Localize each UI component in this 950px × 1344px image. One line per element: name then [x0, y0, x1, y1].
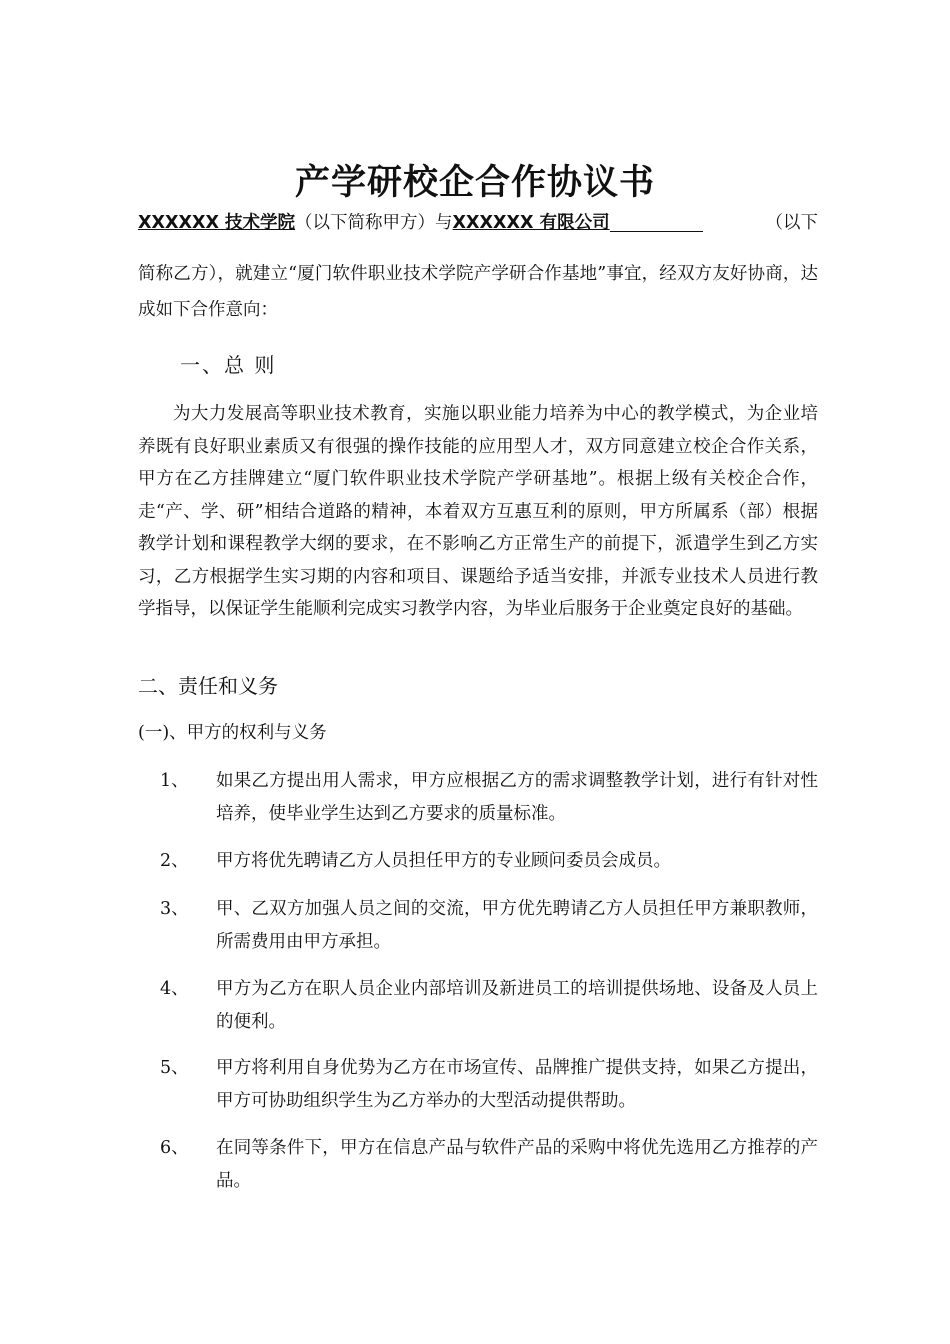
list-item-number: 1、	[160, 771, 189, 791]
list-item-number: 3、	[160, 899, 189, 919]
party-b-name: XXXXXX 有限公司	[452, 213, 610, 233]
list-item	[138, 1052, 818, 1117]
list-item	[138, 1132, 818, 1197]
list-item-text: 在同等条件下，甲方在信息产品与软件产品的采购中将优先选用乙方推荐的产品。	[216, 1138, 818, 1191]
list-item	[138, 973, 818, 1038]
list-item-text: 甲方将利用自身优势为乙方在市场宣传、品牌推广提供支持，如果乙方提出，甲方可协助组织学生为乙方举办的大型活动提供帮助。	[216, 1058, 818, 1111]
list-item-number: 2、	[160, 851, 189, 871]
list-item	[138, 765, 818, 830]
list-item-text: 如果乙方提出用人需求，甲方应根据乙方的需求调整教学计划，进行有针对性培养，使毕业学生达到乙方要求的质量标准。	[216, 771, 818, 824]
section-general-heading: 一、总 则	[180, 353, 277, 377]
list-item	[138, 845, 818, 878]
list-item-text: 甲方将优先聘请乙方人员担任甲方的专业顾问委员会成员。	[216, 851, 671, 871]
intro-paragraph: 简称乙方），就建立“厦门软件职业技术学院产学研合作基地”事宜，经双方友好协商，达成如下合作意向：	[138, 264, 818, 320]
party-b-blank-line	[610, 211, 703, 232]
list-item-number: 6、	[160, 1138, 189, 1158]
section-general-body: 为大力发展高等职业技术教育，实施以职业能力培养为中心的教学模式，为企业培养既有良好职业素质又有很强的操作技能的应用型人才，双方同意建立校企合作关系，甲方在乙方挂牌建立“厦门软件职业技术学院产学研基地”。根据上级有关校企合作，走“产、学、研”相结合道路的精神，本着双方互惠互利的原则，甲方所属系（部）根据教学计划和课程教学大纲的要求，在不影响乙方正常生产的前提下，派遣学生到乙方实习，乙方根据学生实习期的内容和项目、课题给予适当安排，并派专业技术人员进行教学指导，以保证学生能顺利完成实习教学内容，为毕业后服务于企业奠定良好的基础。	[138, 404, 818, 619]
party-a-note: （以下简称甲方）与	[295, 213, 453, 233]
list-item-text: 甲方为乙方在职人员企业内部培训及新进员工的培训提供场地、设备及人员上的便利。	[216, 979, 818, 1032]
list-item	[138, 893, 818, 958]
document-title: 产学研校企合作协议书	[294, 163, 655, 203]
party-a-rights-heading: (一)、甲方的权利与义务	[138, 723, 327, 743]
party-a-name: XXXXXX 技术学院	[138, 213, 296, 233]
list-item-number: 4、	[160, 979, 189, 999]
section-duty-heading: 二、责任和义务	[138, 674, 278, 698]
party-line-tail: （以下	[765, 213, 818, 233]
party-line	[138, 208, 818, 238]
list-item-number: 5、	[160, 1058, 189, 1078]
list-item-text: 甲、乙双方加强人员之间的交流，甲方优先聘请乙方人员担任甲方兼职教师，所需费用由甲方承担。	[216, 899, 818, 952]
